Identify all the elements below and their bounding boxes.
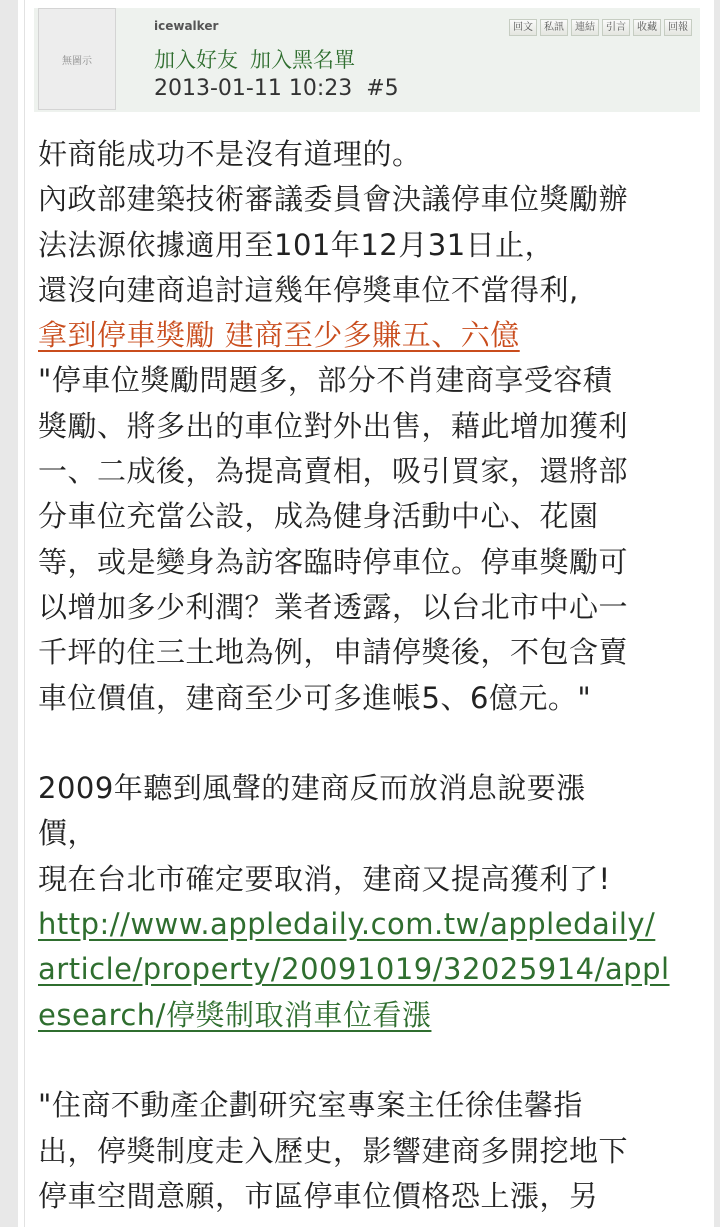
url-link[interactable]: article/property/20091019/32025914/appl: [38, 952, 670, 987]
favorite-button[interactable]: 收藏: [633, 19, 661, 36]
right-margin-bar: [714, 0, 720, 1227]
body-text-line: 停車空間意願，市區停車位價格恐上漲，另: [38, 1178, 599, 1213]
username[interactable]: icewalker: [154, 19, 219, 33]
add-friend-link[interactable]: 加入好友: [154, 48, 238, 72]
quote-text-line: 分車位充當公設，成為健身活動中心、花園: [38, 499, 599, 534]
body-text-line: 還沒向建商追討這幾年停獎車位不當得利,: [38, 272, 579, 307]
content-divider: [24, 0, 25, 1227]
body-text-line: 奸商能成功不是沒有道理的。: [38, 137, 422, 171]
body-text-line: "住商不動產企劃研究室專案主任徐佳馨指: [38, 1088, 583, 1123]
quote-text-line: 千坪的住三土地為例，申請停獎後，不包含賣: [38, 635, 629, 670]
left-margin-bar: [0, 0, 18, 1227]
post-timestamp: 2013-01-11 10:23: [154, 76, 353, 101]
body-text-line: 出，停獎制度走入歷史，影響建商多開挖地下: [38, 1133, 629, 1168]
quote-text-line: 車位價值，建商至少可多進帳5、6億元。": [38, 680, 592, 715]
url-link[interactable]: esearch/停獎制取消車位看漲: [38, 997, 432, 1032]
quote-text-line: 等，或是變身為訪客臨時停車位。停車獎勵可: [38, 544, 629, 579]
avatar[interactable]: [38, 8, 116, 110]
quote-text-line: "停車位獎勵問題多，部分不肖建商享受容積: [38, 363, 613, 398]
report-button[interactable]: 回報: [664, 19, 692, 36]
news-link[interactable]: 拿到停車獎勵 建商至少多賺五、六億: [38, 318, 520, 353]
url-link[interactable]: http://www.appledaily.com.tw/appledaily/: [38, 907, 656, 942]
quote-text-line: 以增加多少利潤？業者透露，以台北市中心一: [38, 589, 629, 624]
post-header: [34, 8, 700, 112]
body-text-line: 內政部建築技術審議委員會決議停車位獎勵辦: [38, 182, 629, 217]
avatar-placeholder-text: 無圖示: [62, 55, 92, 67]
quote-text-line: 獎勵、將多出的車位對外出售，藉此增加獲利: [38, 408, 629, 443]
post-toolbar: [509, 19, 692, 36]
add-blacklist-link[interactable]: 加入黑名單: [250, 48, 355, 72]
body-text-line: 法法源依據適用至101年12月31日止，: [38, 227, 555, 262]
post-body: [38, 132, 702, 1219]
quote-button[interactable]: 引言: [602, 19, 630, 36]
body-text-line: 價，: [38, 816, 98, 851]
post-meta: [154, 76, 399, 101]
body-text-line: 現在台北市確定要取消，建商又提高獲利了!: [38, 861, 611, 896]
body-text-line: 2009年聽到風聲的建商反而放消息說要漲: [38, 771, 586, 806]
post-number: #5: [366, 76, 399, 101]
quote-text-line: 一、二成後，為提高賣相，吸引買家，還將部: [38, 454, 629, 489]
reply-button[interactable]: 回文: [509, 19, 537, 36]
user-actions: [154, 44, 367, 74]
private-message-button[interactable]: 私訊: [540, 19, 568, 36]
link-button[interactable]: 連結: [571, 19, 599, 36]
